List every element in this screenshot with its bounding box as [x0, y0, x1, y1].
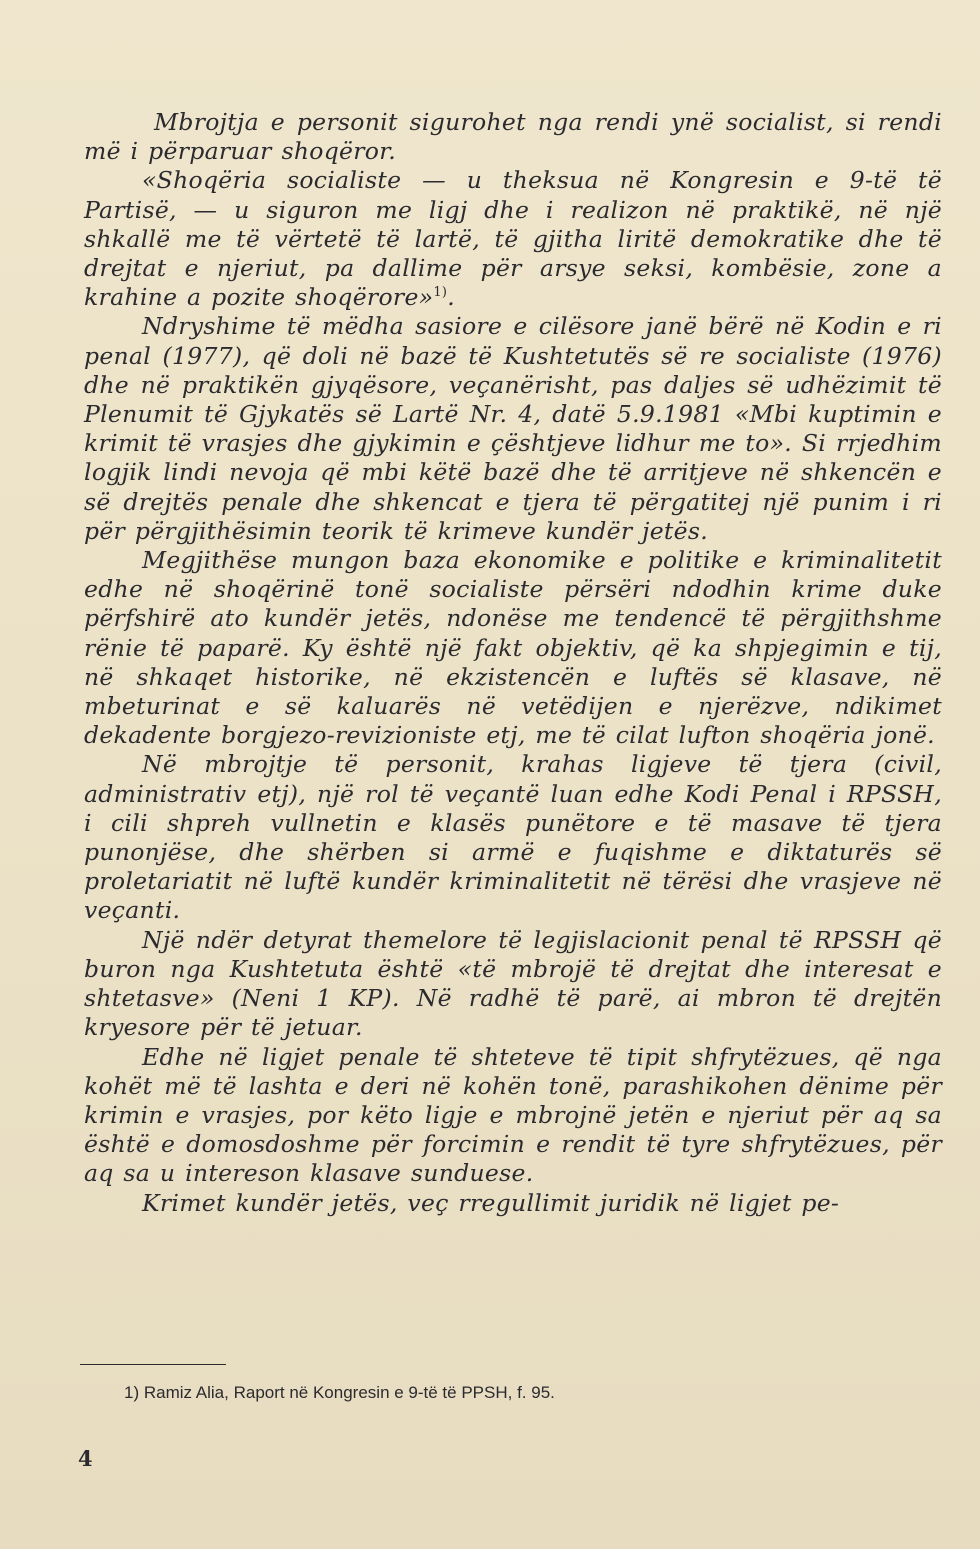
footnote: 1) Ramiz Alia, Raport në Kongresin e 9-të të PPSH, f. 95.: [124, 1383, 555, 1402]
paragraph-6: Një ndër detyrat themelore të legjislacionit penal të RPSSH që buron nga Kushtetuta është «të mbrojë të drejtat dhe interesat e shtetasve» (Neni 1 KP). Në radhë të parë, ai mbron të drejtën kryesore për të jetuar.: [84, 925, 942, 1042]
paragraph-2-text: «Shoqëria socialiste — u theksua në Kongresin e 9-të të Partisë, — u siguron me ligj dhe i realizon në praktikë, në një shkallë me të vërtetë të lartë, të gjitha liritë demokratike dhe të drejtat e njeriut, pa dallime për arsye seksi, kombësie, zone a krahine a pozite shoqërore»: [84, 166, 942, 312]
paragraph-5: Në mbrojtje të personit, krahas ligjeve të tjera (civil, administrativ etj), një rol të veçantë luan edhe Kodi Penal i RPSSH, i cili shpreh vullnetin e klasës punëtore e të masave të tjera punonjëse, dhe shërben si armë e fuqishme e diktaturës së proletariatit në luftë kundër kriminalitetit në tërësi dhe vrasjeve në veçanti.: [84, 750, 942, 925]
paragraph-1: Mbrojtja e personit sigurohet nga rendi ynë socialist, si rendi më i përparuar shoqëror.: [84, 108, 942, 166]
paragraph-2: [84, 166, 942, 312]
paragraph-7: Edhe në ligjet penale të shteteve të tipit shfrytëzues, që nga kohët më të lashta e deri në kohën tonë, parashikohen dënime për krimin e vrasjes, por këto ligje e mbrojnë jetën e njeriut për aq sa është e domosdoshme për forcimin e rendit të tyre shfrytëzues, për aq sa u intereson klasave sunduese.: [84, 1042, 942, 1188]
paragraph-3: Ndryshime të mëdha sasiore e cilësore janë bërë në Kodin e ri penal (1977), që doli në bazë të Kushtetutës së re socialiste (1976) dhe në praktikën gjyqësore, veçanërisht, pas daljes së udhëzimit të Plenumit të Gjykatës së Lartë Nr. 4, datë 5.9.1981 «Mbi kuptimin e krimit të vrasjes dhe gjykimin e çështjeve lidhur me to». Si rrjedhim logjik lindi nevoja që mbi këtë bazë dhe të arritjeve në shkencën e së drejtës penale dhe shkencat e tjera të përgatitej një punim i ri për përgjithësimin teorik të krimeve kundër jetës.: [84, 312, 942, 545]
paragraph-4: Megjithëse mungon baza ekonomike e politike e kriminalitetit edhe në shoqërinë tonë socialiste përsëri ndodhin krime duke përfshirë ato kundër jetës, ndonëse me tendencë të përgjithshme rënie të paparë. Ky është një fakt objektiv, që ka shpjegimin e tij, në shkaqet historike, në ekzistencën e luftës së klasave, në mbeturinat e së kaluarës në vetëdijen e njerëzve, ndikimet dekadente borgjezo-revizioniste etj, me të cilat lufton shoqëria jonë.: [84, 546, 942, 750]
footnote-reference: 1): [433, 285, 448, 301]
paragraph-8: Krimet kundër jetës, veç rregullimit juridik në ligjet pe-: [142, 1188, 840, 1217]
paragraph-2-end: .: [447, 283, 456, 312]
footnote-divider: [80, 1364, 226, 1365]
page-number: 4: [78, 1446, 93, 1471]
body-text: [84, 108, 942, 1218]
